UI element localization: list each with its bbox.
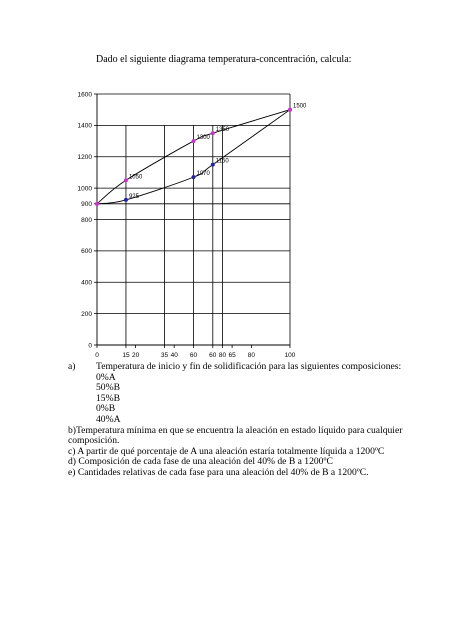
point-label: 1050 [128,174,143,181]
x-tick-label: 80 [218,352,227,359]
composition-item: 15%B [96,392,120,404]
question-b: b)Temperatura mínima en que se encuentra la aleación en estado líquido para cualquier composición. [68,424,403,447]
data-point [288,108,292,112]
point-label: 1300 [196,135,210,142]
y-tick-label: 0 [88,342,92,350]
data-point [124,178,128,182]
x-tick-label: 35 [160,352,169,359]
question-a-letter: a) [68,361,76,372]
question-c: c) A partir de qué porcentaje de A una aleación estaría totalmente líquida a 1200ºC [68,445,385,457]
x-tick-label: 0 [95,352,99,359]
y-tick-label: 1600 [77,91,92,99]
data-point [192,175,196,179]
y-tick-label: 800 [81,216,92,224]
composition-item: 40%A [96,413,121,425]
question-e: e) Cantidades relativas de cada fase para una aleación del 40% de B a 1200ºC. [68,466,369,478]
x-tick-label: 60 [189,352,198,359]
y-tick-label: 1200 [77,154,92,162]
y-tick-label: 1400 [77,122,92,130]
y-tick-label: 600 [81,248,92,256]
data-point [95,202,99,206]
y-tick-label: 1000 [77,185,92,193]
question-a [68,362,428,373]
y-tick-label: 900 [81,201,92,209]
y-tick-label: 400 [81,279,92,287]
x-tick-label: 40 [170,352,178,359]
y-tick-label: 200 [81,310,92,318]
composition-item: 50%B [96,382,120,394]
data-point [124,198,128,202]
composition-item: 0%A [96,371,116,383]
point-label: 1150 [215,158,229,165]
point-label: 925 [128,193,139,200]
data-point [192,139,196,143]
data-point [211,131,215,135]
data-point [211,163,215,167]
x-tick-label: 80 [247,352,256,359]
point-label: 1500 [293,103,307,110]
composition-item: 0%B [96,403,116,415]
questions-block [68,362,428,479]
x-tick-label: 65 [228,352,236,359]
page-heading: Dado el siguiente diagrama temperatura-concentración, calcula: [96,54,352,65]
x-tick-label: 100 [284,352,296,359]
point-label: 1070 [196,171,210,178]
x-tick-label: 60 [209,352,217,359]
x-tick-label: 20 [131,352,140,359]
question-a-text: Temperatura de inicio y fin de solidificación para las siguientes composiciones: [96,361,402,372]
question-d: d) Composición de cada fase de una aleación del 40% de B a 1200ºC [68,456,333,468]
x-tick-label: 15 [122,352,130,359]
point-label: 1350 [215,127,230,134]
